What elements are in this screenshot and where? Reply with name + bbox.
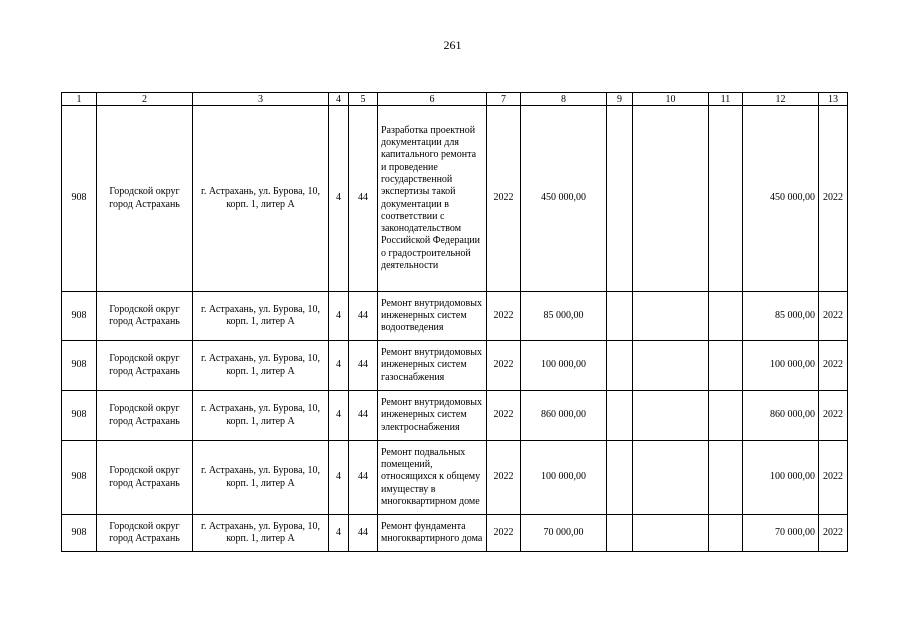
cell-col11 <box>709 391 743 441</box>
cell-col5: 44 <box>349 341 378 391</box>
cell-col4: 4 <box>329 106 349 292</box>
cell-col11 <box>709 341 743 391</box>
cell-municipality: Городской округ город Астрахань <box>97 292 193 341</box>
cell-municipality: Городской округ город Астрахань <box>97 515 193 552</box>
cell-address: г. Астрахань, ул. Бурова, 10, корп. 1, литер А <box>193 515 329 552</box>
cell-col9 <box>607 292 633 341</box>
cell-total: 85 000,00 <box>743 292 819 341</box>
cell-year-end: 2022 <box>819 292 848 341</box>
header-cell: 11 <box>709 93 743 106</box>
table-row <box>62 292 848 341</box>
table-row <box>62 106 848 292</box>
header-row <box>62 93 848 106</box>
page-number: 261 <box>443 38 462 52</box>
cell-work-type: Ремонт внутридомовых инженерных систем электроснабжения <box>378 391 487 441</box>
cell-total: 70 000,00 <box>743 515 819 552</box>
cell-municipality: Городской округ город Астрахань <box>97 391 193 441</box>
cell-year-end: 2022 <box>819 441 848 515</box>
cell-year-end: 2022 <box>819 341 848 391</box>
cell-address: г. Астрахань, ул. Бурова, 10, корп. 1, литер А <box>193 341 329 391</box>
cell-col5: 44 <box>349 292 378 341</box>
cell-municipality: Городской округ город Астрахань <box>97 106 193 292</box>
header-cell: 1 <box>62 93 97 106</box>
cell-code: 908 <box>62 515 97 552</box>
cell-col5: 44 <box>349 391 378 441</box>
cell-cost: 100 000,00 <box>521 441 607 515</box>
cell-municipality: Городской округ город Астрахань <box>97 341 193 391</box>
cell-work-type: Ремонт внутридомовых инженерных систем газоснабжения <box>378 341 487 391</box>
cell-year: 2022 <box>487 341 521 391</box>
cell-col11 <box>709 292 743 341</box>
cell-code: 908 <box>62 106 97 292</box>
cell-col9 <box>607 106 633 292</box>
cell-year-end: 2022 <box>819 106 848 292</box>
cell-address: г. Астрахань, ул. Бурова, 10, корп. 1, литер А <box>193 441 329 515</box>
header-cell: 12 <box>743 93 819 106</box>
table-row <box>62 341 848 391</box>
cell-year: 2022 <box>487 106 521 292</box>
cell-cost: 450 000,00 <box>521 106 607 292</box>
cell-col9 <box>607 515 633 552</box>
header-cell: 13 <box>819 93 848 106</box>
header-cell: 6 <box>378 93 487 106</box>
cell-col4: 4 <box>329 515 349 552</box>
header-cell: 7 <box>487 93 521 106</box>
cell-col10 <box>633 391 709 441</box>
cell-address: г. Астрахань, ул. Бурова, 10, корп. 1, литер А <box>193 106 329 292</box>
cell-code: 908 <box>62 341 97 391</box>
cell-col10 <box>633 106 709 292</box>
cell-cost: 70 000,00 <box>521 515 607 552</box>
cell-work-type: Разработка проектной документации для капитального ремонта и проведение государственной экспертизы такой документации в соответствии с законодательством Российской Федерации о градостроительной деятельности <box>378 106 487 292</box>
table-row <box>62 391 848 441</box>
cell-total: 450 000,00 <box>743 106 819 292</box>
cell-col9 <box>607 441 633 515</box>
cell-work-type: Ремонт подвальных помещений, относящихся к общему имуществу в многоквартирном доме <box>378 441 487 515</box>
cell-address: г. Астрахань, ул. Бурова, 10, корп. 1, литер А <box>193 292 329 341</box>
cell-col9 <box>607 391 633 441</box>
cell-total: 860 000,00 <box>743 391 819 441</box>
cell-col9 <box>607 341 633 391</box>
cell-col4: 4 <box>329 292 349 341</box>
cell-total: 100 000,00 <box>743 441 819 515</box>
header-cell: 8 <box>521 93 607 106</box>
cell-col5: 44 <box>349 441 378 515</box>
cell-col11 <box>709 106 743 292</box>
cell-year: 2022 <box>487 391 521 441</box>
table-row <box>62 441 848 515</box>
header-cell: 5 <box>349 93 378 106</box>
cell-code: 908 <box>62 292 97 341</box>
cell-year: 2022 <box>487 292 521 341</box>
cell-year-end: 2022 <box>819 391 848 441</box>
cell-year: 2022 <box>487 441 521 515</box>
header-cell: 4 <box>329 93 349 106</box>
cell-col4: 4 <box>329 391 349 441</box>
header-cell: 10 <box>633 93 709 106</box>
cell-total: 100 000,00 <box>743 341 819 391</box>
header-cell: 2 <box>97 93 193 106</box>
cell-municipality: Городской округ город Астрахань <box>97 441 193 515</box>
cell-code: 908 <box>62 391 97 441</box>
cell-col5: 44 <box>349 515 378 552</box>
cell-col4: 4 <box>329 341 349 391</box>
cell-year: 2022 <box>487 515 521 552</box>
cell-col11 <box>709 441 743 515</box>
cell-col10 <box>633 341 709 391</box>
cell-col11 <box>709 515 743 552</box>
cell-year-end: 2022 <box>819 515 848 552</box>
cell-col10 <box>633 441 709 515</box>
cell-col10 <box>633 515 709 552</box>
cell-col5: 44 <box>349 106 378 292</box>
cell-address: г. Астрахань, ул. Бурова, 10, корп. 1, литер А <box>193 391 329 441</box>
header-cell: 9 <box>607 93 633 106</box>
cell-cost: 85 000,00 <box>521 292 607 341</box>
table-row <box>62 515 848 552</box>
cell-code: 908 <box>62 441 97 515</box>
cell-work-type: Ремонт внутридомовых инженерных систем водоотведения <box>378 292 487 341</box>
register-table <box>61 92 848 552</box>
cell-col10 <box>633 292 709 341</box>
cell-col4: 4 <box>329 441 349 515</box>
cell-cost: 100 000,00 <box>521 341 607 391</box>
cell-cost: 860 000,00 <box>521 391 607 441</box>
header-cell: 3 <box>193 93 329 106</box>
cell-work-type: Ремонт фундамента многоквартирного дома <box>378 515 487 552</box>
